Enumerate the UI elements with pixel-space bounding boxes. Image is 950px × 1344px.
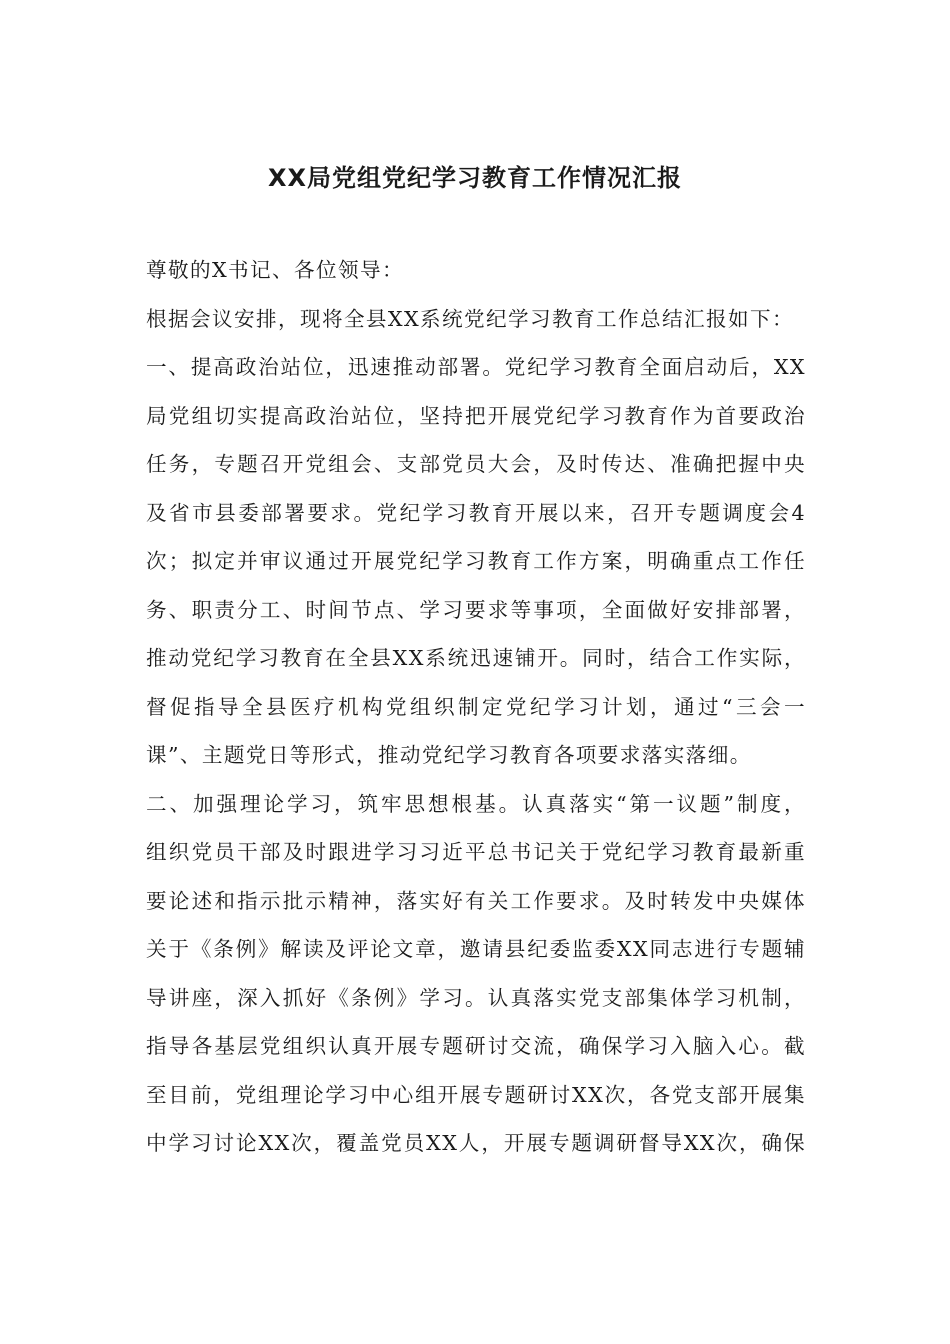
paragraph-line: 次；拟定并审议通过开展党纪学习教育工作方案，明确重点工作任 xyxy=(146,549,806,573)
paragraph-line: 任务，专题召开党组会、支部党员大会，及时传达、准确把握中央 xyxy=(146,452,806,476)
paragraph-line: 指导各基层党组织认真开展专题研讨交流，确保学习入脑入心。截 xyxy=(146,1034,806,1058)
paragraph-line: 导讲座，深入抓好《条例》学习。认真落实党支部集体学习机制， xyxy=(146,985,806,1010)
paragraph-line: 组织党员干部及时跟进学习习近平总书记关于党纪学习教育最新重 xyxy=(146,840,806,864)
salutation-line: 尊敬的X书记、各位领导： xyxy=(146,258,404,282)
document-body xyxy=(146,246,806,1168)
paragraph-line: 课”、主题党日等形式，推动党纪学习教育各项要求落实落细。 xyxy=(146,743,752,767)
paragraph-line: 一、提高政治站位，迅速推动部署。党纪学习教育全面启动后，XX xyxy=(146,355,806,379)
paragraph-line: 督促指导全县医疗机构党组织制定党纪学习计划，通过“三会一 xyxy=(146,694,806,719)
document-title: XX局党组党纪学习教育工作情况汇报 xyxy=(267,164,682,192)
paragraph-line: 局党组切实提高政治站位，坚持把开展党纪学习教育作为首要政治 xyxy=(146,403,806,428)
paragraph-line: 关于《条例》解读及评论文章，邀请县纪委监委XX同志进行专题辅 xyxy=(146,937,806,961)
paragraph-line: 至目前，党组理论学习中心组开展专题研讨XX次，各党支部开展集 xyxy=(146,1082,806,1107)
paragraph-line: 务、职责分工、时间节点、学习要求等事项，全面做好安排部署， xyxy=(146,597,806,622)
paragraph-line: 中学习讨论XX次，覆盖党员XX人，开展专题调研督导XX次，确保 xyxy=(146,1131,806,1155)
intro-line: 根据会议安排，现将全县XX系统党纪学习教育工作总结汇报如下： xyxy=(146,306,794,331)
paragraph-line: 要论述和指示批示精神，落实好有关工作要求。及时转发中央媒体 xyxy=(146,888,806,913)
paragraph-line: 推动党纪学习教育在全县XX系统迅速铺开。同时，结合工作实际， xyxy=(146,646,806,670)
paragraph-line: 及省市县委部署要求。党纪学习教育开展以来，召开专题调度会4 xyxy=(146,500,806,525)
paragraph-line: 二、加强理论学习，筑牢思想根基。认真落实“第一议题”制度， xyxy=(146,791,806,816)
